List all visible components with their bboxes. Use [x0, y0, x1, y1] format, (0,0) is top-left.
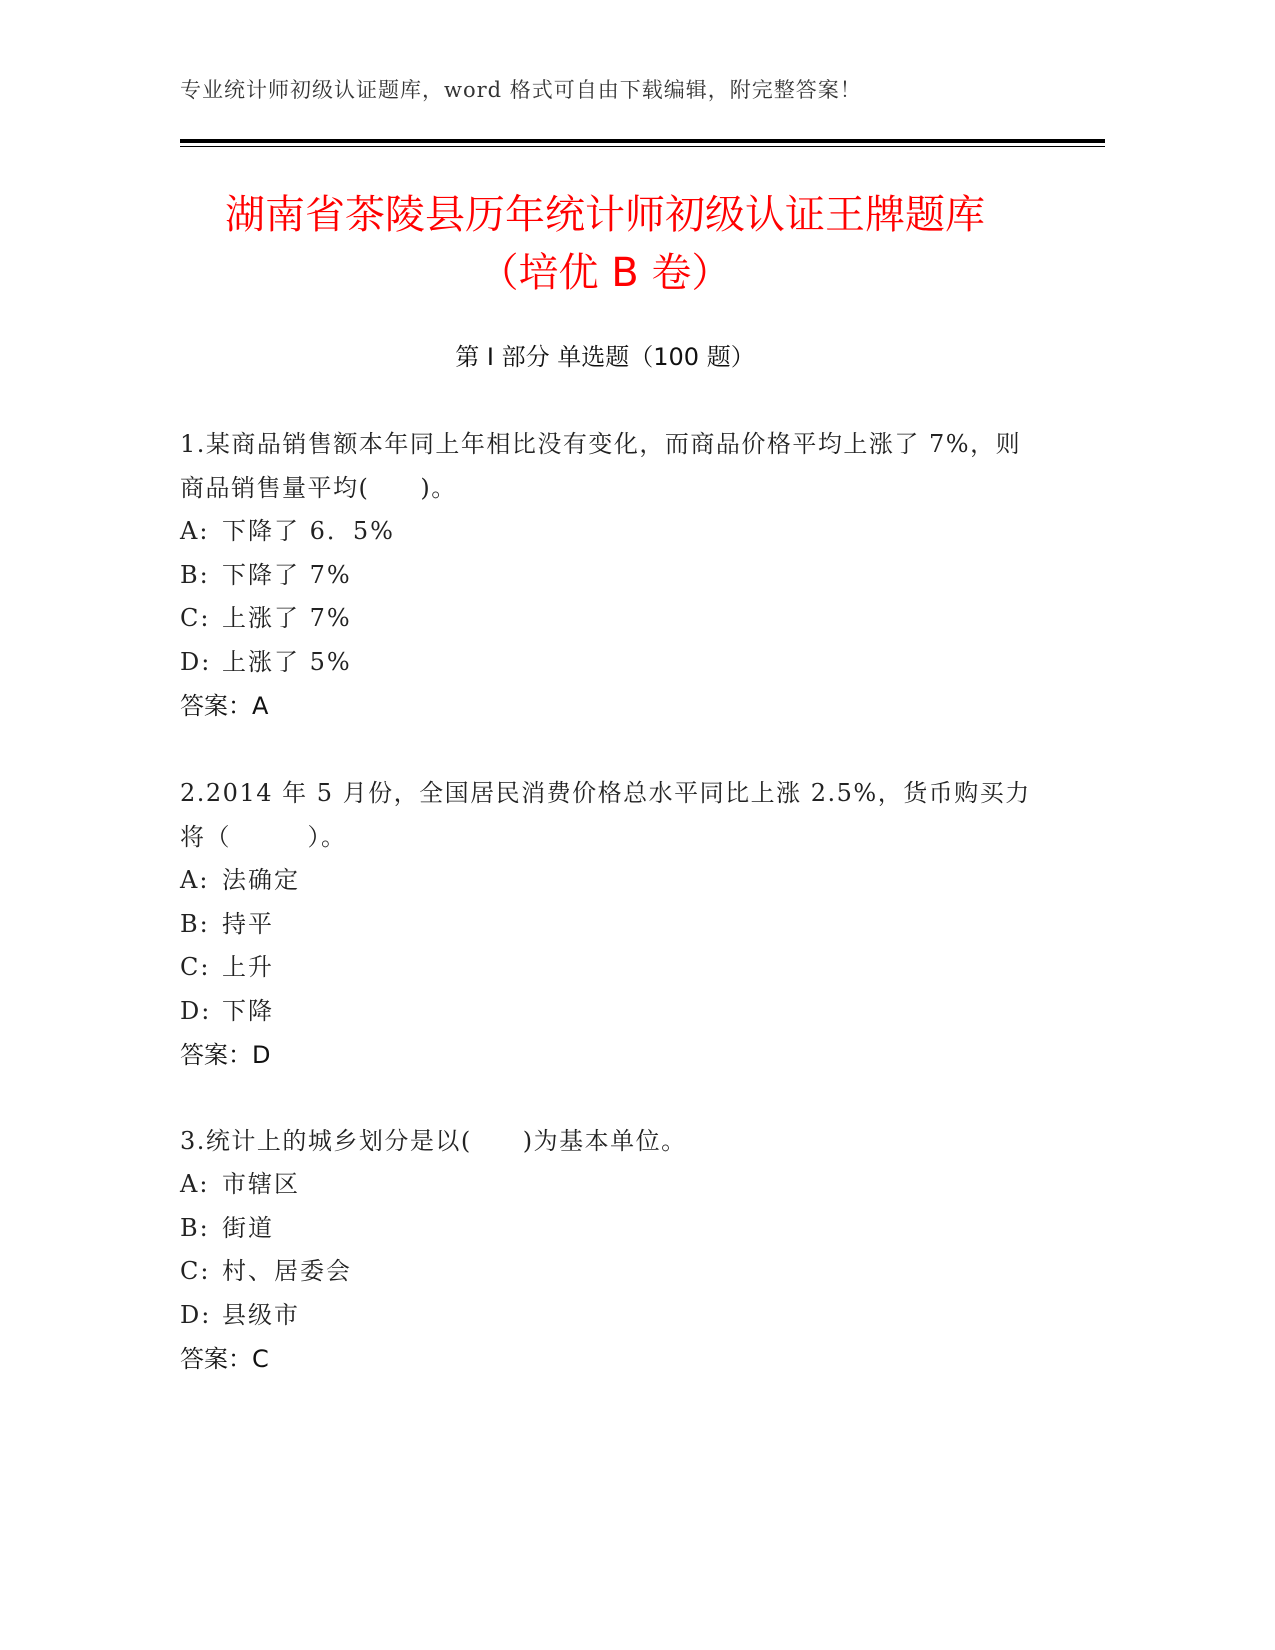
- question-3: [180, 1119, 1040, 1381]
- header-note: 专业统计师初级认证题库，word 格式可自由下载编辑，附完整答案！: [180, 78, 862, 102]
- option-d: [180, 641, 1040, 685]
- question-stem: 3.统计上的城乡划分是以( )为基本单位。: [180, 1127, 687, 1155]
- question-answer: 答案：C: [180, 1345, 269, 1373]
- question-answer: 答案：D: [180, 1041, 271, 1069]
- option-text: 上涨了 5%: [222, 647, 352, 676]
- option-text: 法确定: [222, 866, 300, 894]
- section-heading: 第 I 部分 单选题（100 题）: [455, 343, 755, 371]
- question-2: [180, 771, 1040, 1077]
- question-1: [180, 422, 1040, 728]
- option-text: 上升: [222, 953, 274, 981]
- option-b: [180, 903, 1040, 947]
- option-text: 街道: [222, 1213, 274, 1242]
- option-d: [180, 1294, 1040, 1338]
- option-letter: A:: [180, 866, 210, 894]
- option-letter: B:: [180, 1213, 210, 1242]
- option-letter: C:: [180, 604, 211, 632]
- option-letter: B:: [180, 560, 210, 589]
- option-b: [180, 1207, 1040, 1251]
- option-text: 持平: [222, 909, 274, 938]
- option-text: 下降了 7%: [222, 560, 352, 589]
- option-c: [180, 597, 1040, 641]
- question-stem: 2.2014 年 5 月份，全国居民消费价格总水平同比上涨 2.5%，货币购买力将（ ）。: [180, 779, 1031, 851]
- option-letter: B:: [180, 909, 210, 938]
- option-text: 上涨了 7%: [222, 604, 352, 632]
- document-title: [0, 186, 1210, 302]
- question-answer: 答案：A: [180, 692, 269, 720]
- option-a: [180, 859, 1040, 903]
- option-text: 村、居委会: [222, 1257, 352, 1285]
- header-rule-thick: [180, 139, 1105, 143]
- option-c: [180, 946, 1040, 990]
- option-text: 市辖区: [222, 1170, 300, 1198]
- option-d: [180, 990, 1040, 1034]
- option-letter: D:: [180, 1300, 212, 1329]
- option-letter: D:: [180, 996, 212, 1025]
- option-letter: C:: [180, 1257, 211, 1285]
- option-c: [180, 1250, 1040, 1294]
- question-stem: 1.某商品销售额本年同上年相比没有变化，而商品价格平均上涨了 7%，则商品销售量平均( )。: [180, 430, 1022, 502]
- option-text: 下降了 6．5%: [222, 517, 395, 545]
- option-a: [180, 1163, 1040, 1207]
- option-text: 下降: [222, 996, 274, 1025]
- option-letter: A:: [180, 517, 210, 545]
- option-letter: A:: [180, 1170, 210, 1198]
- header-rule-thin: [180, 146, 1105, 147]
- option-text: 县级市: [222, 1300, 300, 1329]
- document-title-line-2: （培优 B 卷）: [478, 250, 732, 296]
- option-letter: D:: [180, 647, 212, 676]
- option-b: [180, 554, 1040, 598]
- document-title-line-1: 湖南省茶陵县历年统计师初级认证王牌题库: [225, 192, 985, 238]
- option-a: [180, 510, 1040, 554]
- option-letter: C:: [180, 953, 211, 981]
